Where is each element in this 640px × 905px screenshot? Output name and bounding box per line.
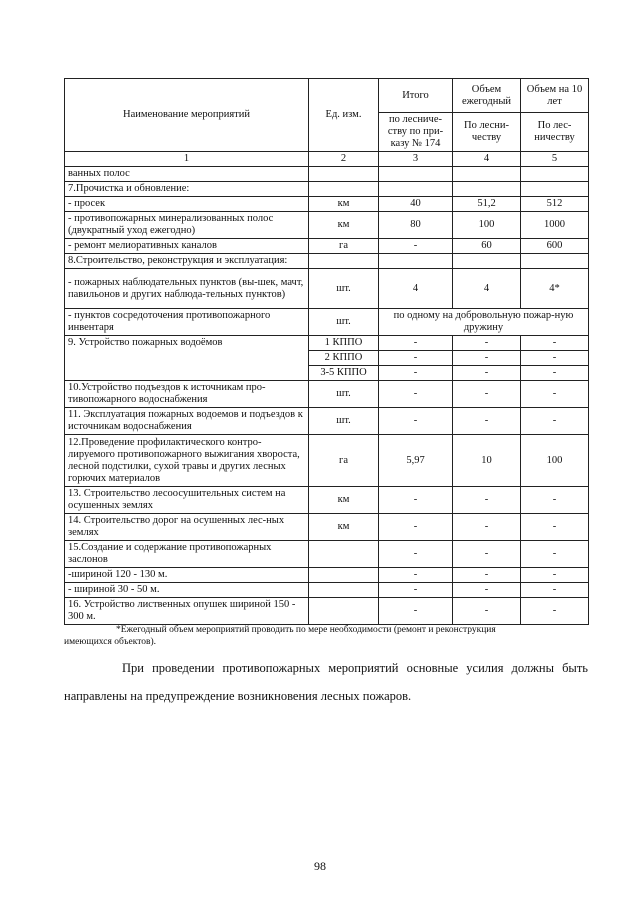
row-annual: - (453, 336, 521, 351)
row-name: - ремонт мелиоративных каналов (65, 239, 309, 254)
row-total: - (379, 366, 453, 381)
row-ten: - (521, 514, 589, 541)
col-number: 5 (521, 152, 589, 167)
row-total: 5,97 (379, 435, 453, 487)
row-name: 13. Строительство лесоосушительных систем на осушенных землях (65, 487, 309, 514)
row-annual: - (453, 351, 521, 366)
row-ten: - (521, 408, 589, 435)
col-number: 1 (65, 152, 309, 167)
col-number: 2 (309, 152, 379, 167)
col-number: 4 (453, 152, 521, 167)
row-unit: 1 КППО (309, 336, 379, 351)
row-unit: км (309, 487, 379, 514)
row-name: 14. Строительство дорог на осушенных лес-ных землях (65, 514, 309, 541)
row-total: - (379, 598, 453, 625)
header-ten-years: Объем на 10 лет (521, 79, 589, 113)
row-name: - пожарных наблюдательных пунктов (вы-шек, мачт, павильонов и других наблюда-тельных пунктов) (65, 269, 309, 309)
row-annual: - (453, 366, 521, 381)
row-annual: - (453, 408, 521, 435)
row-total: - (379, 408, 453, 435)
row-ten: - (521, 351, 589, 366)
row-unit: шт. (309, 269, 379, 309)
row-total: - (379, 336, 453, 351)
header-total: Итого (379, 79, 453, 113)
row-name: - противопожарных минерализованных полос (двукратный уход ежегодно) (65, 212, 309, 239)
row-unit: шт. (309, 309, 379, 336)
row-total: - (379, 583, 453, 598)
row-name: 7.Прочистка и обновление: (65, 182, 309, 197)
row-name: -шириной 120 - 130 м. (65, 568, 309, 583)
row-total: - (379, 351, 453, 366)
row-unit: км (309, 514, 379, 541)
row-total: 80 (379, 212, 453, 239)
row-annual: - (453, 514, 521, 541)
row-ten: 600 (521, 239, 589, 254)
row-total: - (379, 514, 453, 541)
row-annual: 51,2 (453, 197, 521, 212)
row-merged-note: по одному на добровольную пожар-ную дружину (379, 309, 589, 336)
row-ten: - (521, 366, 589, 381)
row-name: 10.Устройство подъездов к источникам про-тивопожарного водоснабжения (65, 381, 309, 408)
header-annual: Объем ежегодный (453, 79, 521, 113)
row-ten: 1000 (521, 212, 589, 239)
header-annual-sub: По лесни-честву (453, 113, 521, 152)
row-unit: шт. (309, 381, 379, 408)
row-annual: - (453, 381, 521, 408)
header-total-sub: по лесниче-ству по при-казу № 174 (379, 113, 453, 152)
row-name: 8.Строительство, реконструкция и эксплуатация: (65, 254, 309, 269)
row-ten: - (521, 336, 589, 351)
row-ten: - (521, 381, 589, 408)
row-name: - просек (65, 197, 309, 212)
row-ten: - (521, 598, 589, 625)
row-annual: 10 (453, 435, 521, 487)
row-ten: - (521, 487, 589, 514)
row-total: - (379, 487, 453, 514)
row-ten: 512 (521, 197, 589, 212)
row-name: 12.Проведение профилактического контро-лируемого противопожарного выжигания хвороста, лесной подстилки, сухой травы и других лесных горючих материалов (65, 435, 309, 487)
footnote-line: имеющихся объектов). (64, 637, 157, 647)
row-unit: км (309, 197, 379, 212)
header-ten-sub: По лес-ничеству (521, 113, 589, 152)
row-annual: - (453, 583, 521, 598)
page-number: 98 (314, 859, 326, 873)
row-annual: - (453, 598, 521, 625)
row-unit: 3-5 КППО (309, 366, 379, 381)
row-annual: - (453, 541, 521, 568)
row-annual: - (453, 487, 521, 514)
row-unit: шт. (309, 408, 379, 435)
header-unit: Ед. изм. (309, 79, 379, 152)
row-total: - (379, 381, 453, 408)
row-ten: 100 (521, 435, 589, 487)
row-annual: 100 (453, 212, 521, 239)
row-ten: - (521, 568, 589, 583)
row-unit: га (309, 239, 379, 254)
row-annual: - (453, 568, 521, 583)
row-total: 4 (379, 269, 453, 309)
row-unit: 2 КППО (309, 351, 379, 366)
row-annual: 4 (453, 269, 521, 309)
row-unit: га (309, 435, 379, 487)
row-total: - (379, 541, 453, 568)
col-number: 3 (379, 152, 453, 167)
row-ten: - (521, 541, 589, 568)
row-name: 15.Создание и содержание противопожарных заслонов (65, 541, 309, 568)
row-total: - (379, 568, 453, 583)
row-ten: 4* (521, 269, 589, 309)
row-name: - пунктов сосредоточения противопожарного инвентаря (65, 309, 309, 336)
row-unit: км (309, 212, 379, 239)
row-name: 16. Устройство лиственных опушек шириной 150 - 300 м. (65, 598, 309, 625)
footnote-line: *Ежегодный объем мероприятий проводить по мере необходимости (ремонт и реконструкция (116, 625, 496, 635)
row-name: ванных полос (65, 167, 309, 182)
row-annual: 60 (453, 239, 521, 254)
row-ten: - (521, 583, 589, 598)
body-paragraph: При проведении противопожарных мероприятий основные усилия должны быть направлены на предупреждение возникновения лесных пожаров. (64, 661, 588, 703)
measures-table (64, 78, 589, 625)
row-name: - шириной 30 - 50 м. (65, 583, 309, 598)
row-name: 11. Эксплуатация пожарных водоемов и подъездов к источникам водоснабжения (65, 408, 309, 435)
header-name: Наименование мероприятий (65, 79, 309, 152)
footnote (64, 624, 588, 648)
row-total: 40 (379, 197, 453, 212)
row-name: 9. Устройство пожарных водоёмов (65, 336, 309, 381)
row-total: - (379, 239, 453, 254)
